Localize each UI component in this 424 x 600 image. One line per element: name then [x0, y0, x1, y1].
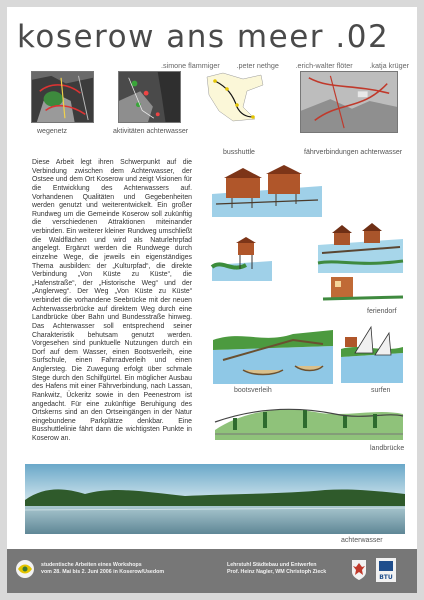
faehrverbindungen-map	[300, 71, 398, 133]
workshop-logo-icon	[15, 559, 35, 579]
feriendorf-huts-sketch	[212, 164, 322, 217]
author-list	[161, 61, 409, 70]
sketch-caption: bootsverleih	[234, 387, 272, 394]
bootsverleih-sketch	[213, 320, 333, 384]
thumbnail-caption: wegenetz	[37, 128, 67, 135]
achterwasser-panorama-photo	[25, 464, 405, 534]
busshuttle-map	[203, 71, 266, 123]
author-name: .erich-walter flöter	[295, 61, 353, 70]
sketch-caption: feriendorf	[367, 308, 397, 315]
landbruecke-sketch	[215, 400, 403, 440]
workshop-info-line: studentische Arbeiten eines Workshops	[41, 562, 142, 568]
author-name: .peter nethge	[236, 61, 279, 70]
feriendorf-walkway-sketch	[318, 223, 403, 273]
chair-info-line: Prof. Heinz Nagler, WM Christoph Zieck	[227, 569, 327, 575]
eagle-crest-icon	[351, 559, 367, 581]
sketch-caption: achterwasser	[341, 537, 383, 544]
feriendorf-sketch	[323, 275, 403, 303]
chair-info-line: Lehrstuhl Städtebau und Entwerfen	[227, 562, 317, 568]
aktivitaeten-map	[118, 71, 181, 123]
author-name: .katja krüger	[369, 61, 409, 70]
thumbnail-caption: busshuttle	[223, 149, 255, 156]
sketch-caption: landbrücke	[370, 445, 405, 452]
thumbnail-caption: aktivitäten achterwasser	[113, 128, 189, 135]
chair-info	[227, 562, 326, 576]
project-description: Diese Arbeit legt ihren Schwerpunkt auf die Verbindung zwischen dem Achterwasser, der Ostsee und dem Ort Koserow und zeigt Visionen für die Entwicklung des Achterwassers auf. Vorhandenen Qualitäten und Gegebenheiten werden genutzt und weiterentwickelt. Ein großer Rundweg um die Gemeinde Koserow soll zukünftig die verschiedenen Attraktionen miteinander verbinden. Ein weiterer kleiner Rundweg umschließt die Waldflächen und wird als Naturlehrpfad angelegt. Ergänzt werden die Rundwege durch einzelne Wege, die jeweils ein eigenständiges Thema ausbilden: der „Kulturpfad“, die direkte Verbindung „Von Küste zu Küste“, die „Hafenstraße“, der „Historische Weg“ und der „Anglerweg“. Der Weg „Von Küste zu Küste“ verbindet die vorhandene Seebrücke mit der neuen Achterwasserbrücke auf direktem Weg durch eine Landbrücke über Bahn und Bundesstraße hinweg. Das Achterwasser soll entsprechend seiner Charakteristik behutsam genutzt werden. Vorgesehen sind punktuelle Nutzungen durch ein Dorf auf dem Wasser, einen Bootsverleih, eine Surfschule, einen Fahrradverleih und einen Anglersteg. Die Zuwegung erfolgt über schmale Stege durch den Schilfgürtel. Ein möglicher Ausbau des Hafens mit einer Fährverbindung, nach Lassan, Rankwitz, Ückeritz sowie in den Peenestrom ist angedacht. Für eine zukünftige Beruhigung des Ortskerns sind an den Ortseingängen in der Natur eingebundene Parkplätze denkbar. Eine Busshuttlelinie fährt dann die wichtigsten Punkte in Koserow an.	[32, 159, 192, 442]
wegenetz-map	[31, 71, 94, 123]
sketch-caption: surfen	[371, 387, 391, 394]
poster-title: koserow ans meer .02	[17, 19, 390, 55]
workshop-info-line: vom 28. Mai bis 2. Juni 2006 in Koserow/Usedom	[41, 569, 165, 575]
surfen-sketch	[341, 323, 403, 383]
stilt-house-sketch	[212, 237, 272, 281]
btu-logo-text: BTU	[379, 574, 393, 581]
footer-bar	[7, 549, 417, 593]
workshop-info	[41, 562, 164, 576]
poster	[7, 7, 417, 593]
thumbnail-caption: fährverbindungen achterwasser	[304, 149, 403, 156]
author-name: .simone flammiger	[161, 61, 220, 70]
btu-logo	[375, 557, 397, 583]
